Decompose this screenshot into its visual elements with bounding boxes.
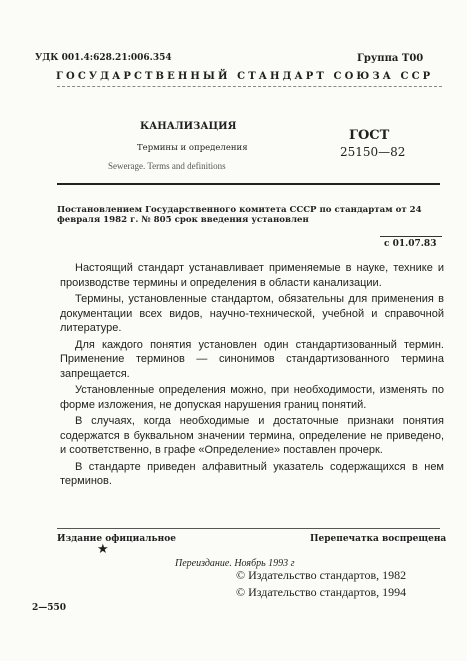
decree-text: Постановлением Государственного комитета СССР по стандартам от 24 февраля 1982 г. № 805 срок введения установлен <box>57 205 422 225</box>
paragraph-2: Термины, установленные стандартом, обязательны для применения в документации всех видов, научно-технической, учебной и справочной литературе. <box>60 293 444 334</box>
gost-label: ГОСТ <box>349 128 390 143</box>
paragraph-1: Настоящий стандарт устанавливает применяемые в науке, технике и производстве термины и определения в области канализации. <box>60 262 444 289</box>
gost-number: 25150—82 <box>340 145 406 159</box>
paragraph-6: В стандарте приведен алфавитный указатель содержащихся в нем терминов. <box>60 460 444 487</box>
title-divider <box>57 183 440 185</box>
page-code: 2—550 <box>32 603 67 613</box>
paragraph-5: В случаях, когда необходимые и достаточные признаки понятия содержатся в буквальном значении термина, определение не приведено, и соответственно, в графе «Определение» поставлен прочерк. <box>60 415 444 456</box>
paragraph-3: Для каждого понятия установлен один стандартизованный термин. Применение терминов — синонимов стандартизованного термина запрещается. <box>60 338 444 380</box>
paragraph-4: Установленные определения можно, при необходимости, изменять по форме изложения, не допуская нарушения границ понятий. <box>60 384 444 411</box>
top-divider <box>57 86 442 87</box>
document-title: КАНАЛИЗАЦИЯ <box>140 121 237 132</box>
effective-date: с 01.07.83 <box>384 239 437 249</box>
reprint-notice: Перепечатка воспрещена <box>310 534 447 544</box>
copyright-1994: © Издательство стандартов, 1994 <box>236 585 407 599</box>
footer-divider <box>57 528 440 529</box>
group-code: Группа Т00 <box>357 53 424 64</box>
star-icon: ★ <box>97 542 109 557</box>
edition-label: Издание официальное <box>57 534 176 544</box>
english-title: Sewerage. Terms and definitions <box>108 161 226 171</box>
reissue-note: Переиздание. Ноябрь 1993 г <box>175 558 295 569</box>
copyright-1982: © Издательство стандартов, 1982 <box>236 568 407 582</box>
standard-heading: ГОСУДАРСТВЕННЫЙ СТАНДАРТ СОЮЗА ССР <box>56 71 434 82</box>
document-subtitle: Термины и определения <box>137 143 248 153</box>
body-text <box>60 261 444 491</box>
udk-code: УДК 001.4:628.21:006.354 <box>35 53 172 63</box>
date-rule <box>380 236 442 237</box>
